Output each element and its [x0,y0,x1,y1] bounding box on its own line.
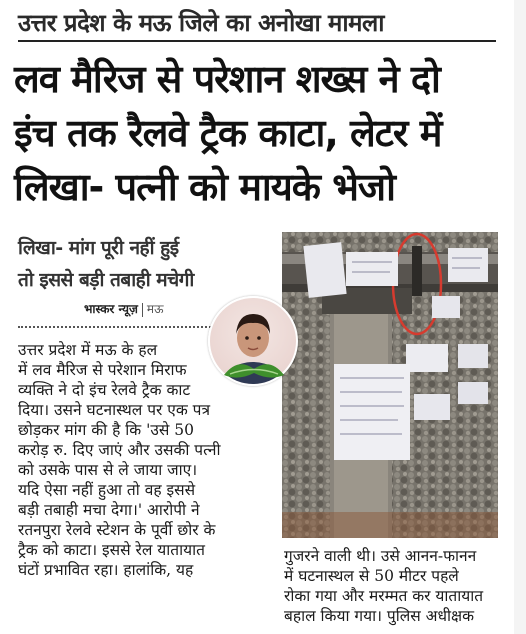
body-line: यदि ऐसा नहीं हुआ तो वह इससे [18,481,196,499]
track-photo-illustration [282,232,498,538]
headline-line-1: लव मैरिज से परेशान शख्स ने दो [14,57,440,101]
byline-separator [142,303,143,317]
body-line: छोड़कर मांग की है कि 'उसे 50 [18,421,195,439]
body-line: बहाल किया गया। पुलिस अधीक्षक [284,607,475,625]
headline [14,52,510,214]
body-line: रोका गया और मरम्मत कर यातायात [284,587,484,605]
leaf-icon [222,355,286,383]
body-line: करोड़ रु. दिए जाएं और उसकी पत्नी [18,441,221,459]
body-line: व्यक्ति ने दो इंच रेलवे ट्रैक काट [18,381,191,399]
byline-source: भास्कर न्यूज़ [84,302,138,316]
subhead [18,232,268,296]
body-line: दिया। उसने घटनास्थल पर एक पत्र [18,401,211,419]
body-line: रतनपुरा रेलवे स्टेशन के पूर्वी छोर के [18,521,216,539]
kicker-bar [18,6,496,42]
body-line: को उसके पास से ले जाया जाए। [18,461,198,479]
article-body-right [284,546,508,626]
headline-line-3: लिखा- पत्नी को मायके भेजो [14,165,395,209]
subhead-line-1: लिखा- मांग पूरी नहीं हुई [18,237,179,259]
byline [84,300,164,317]
body-line: में घटनास्थल से 50 मीटर पहले [284,567,459,585]
kicker-text: उत्तर प्रदेश के मऊ जिले का अनोखा मामला [18,9,384,37]
page-edge [514,0,526,634]
body-line: उत्तर प्रदेश में मऊ के हल [18,341,158,359]
track-photo [282,232,498,538]
body-line: में लव मैरिज से परेशान मिराफ [18,361,187,379]
body-line: गुजरने वाली थी। उसे आनन-फानन [284,547,477,565]
body-line: बड़ी तबाही मचा देगा।' आरोपी ने [18,501,200,519]
headline-line-2: इंच तक रैलवे ट्रैक काटा, लेटर में [14,111,442,155]
byline-place: मऊ [146,302,164,316]
body-line: घंटों प्रभावित रहा। हालांकि, यह [18,561,194,579]
subhead-line-2: तो इससे बड़ी तबाही मचेगी [18,269,194,291]
body-line: ट्रैक को काटा। इससे रेल यातायात [18,541,205,559]
